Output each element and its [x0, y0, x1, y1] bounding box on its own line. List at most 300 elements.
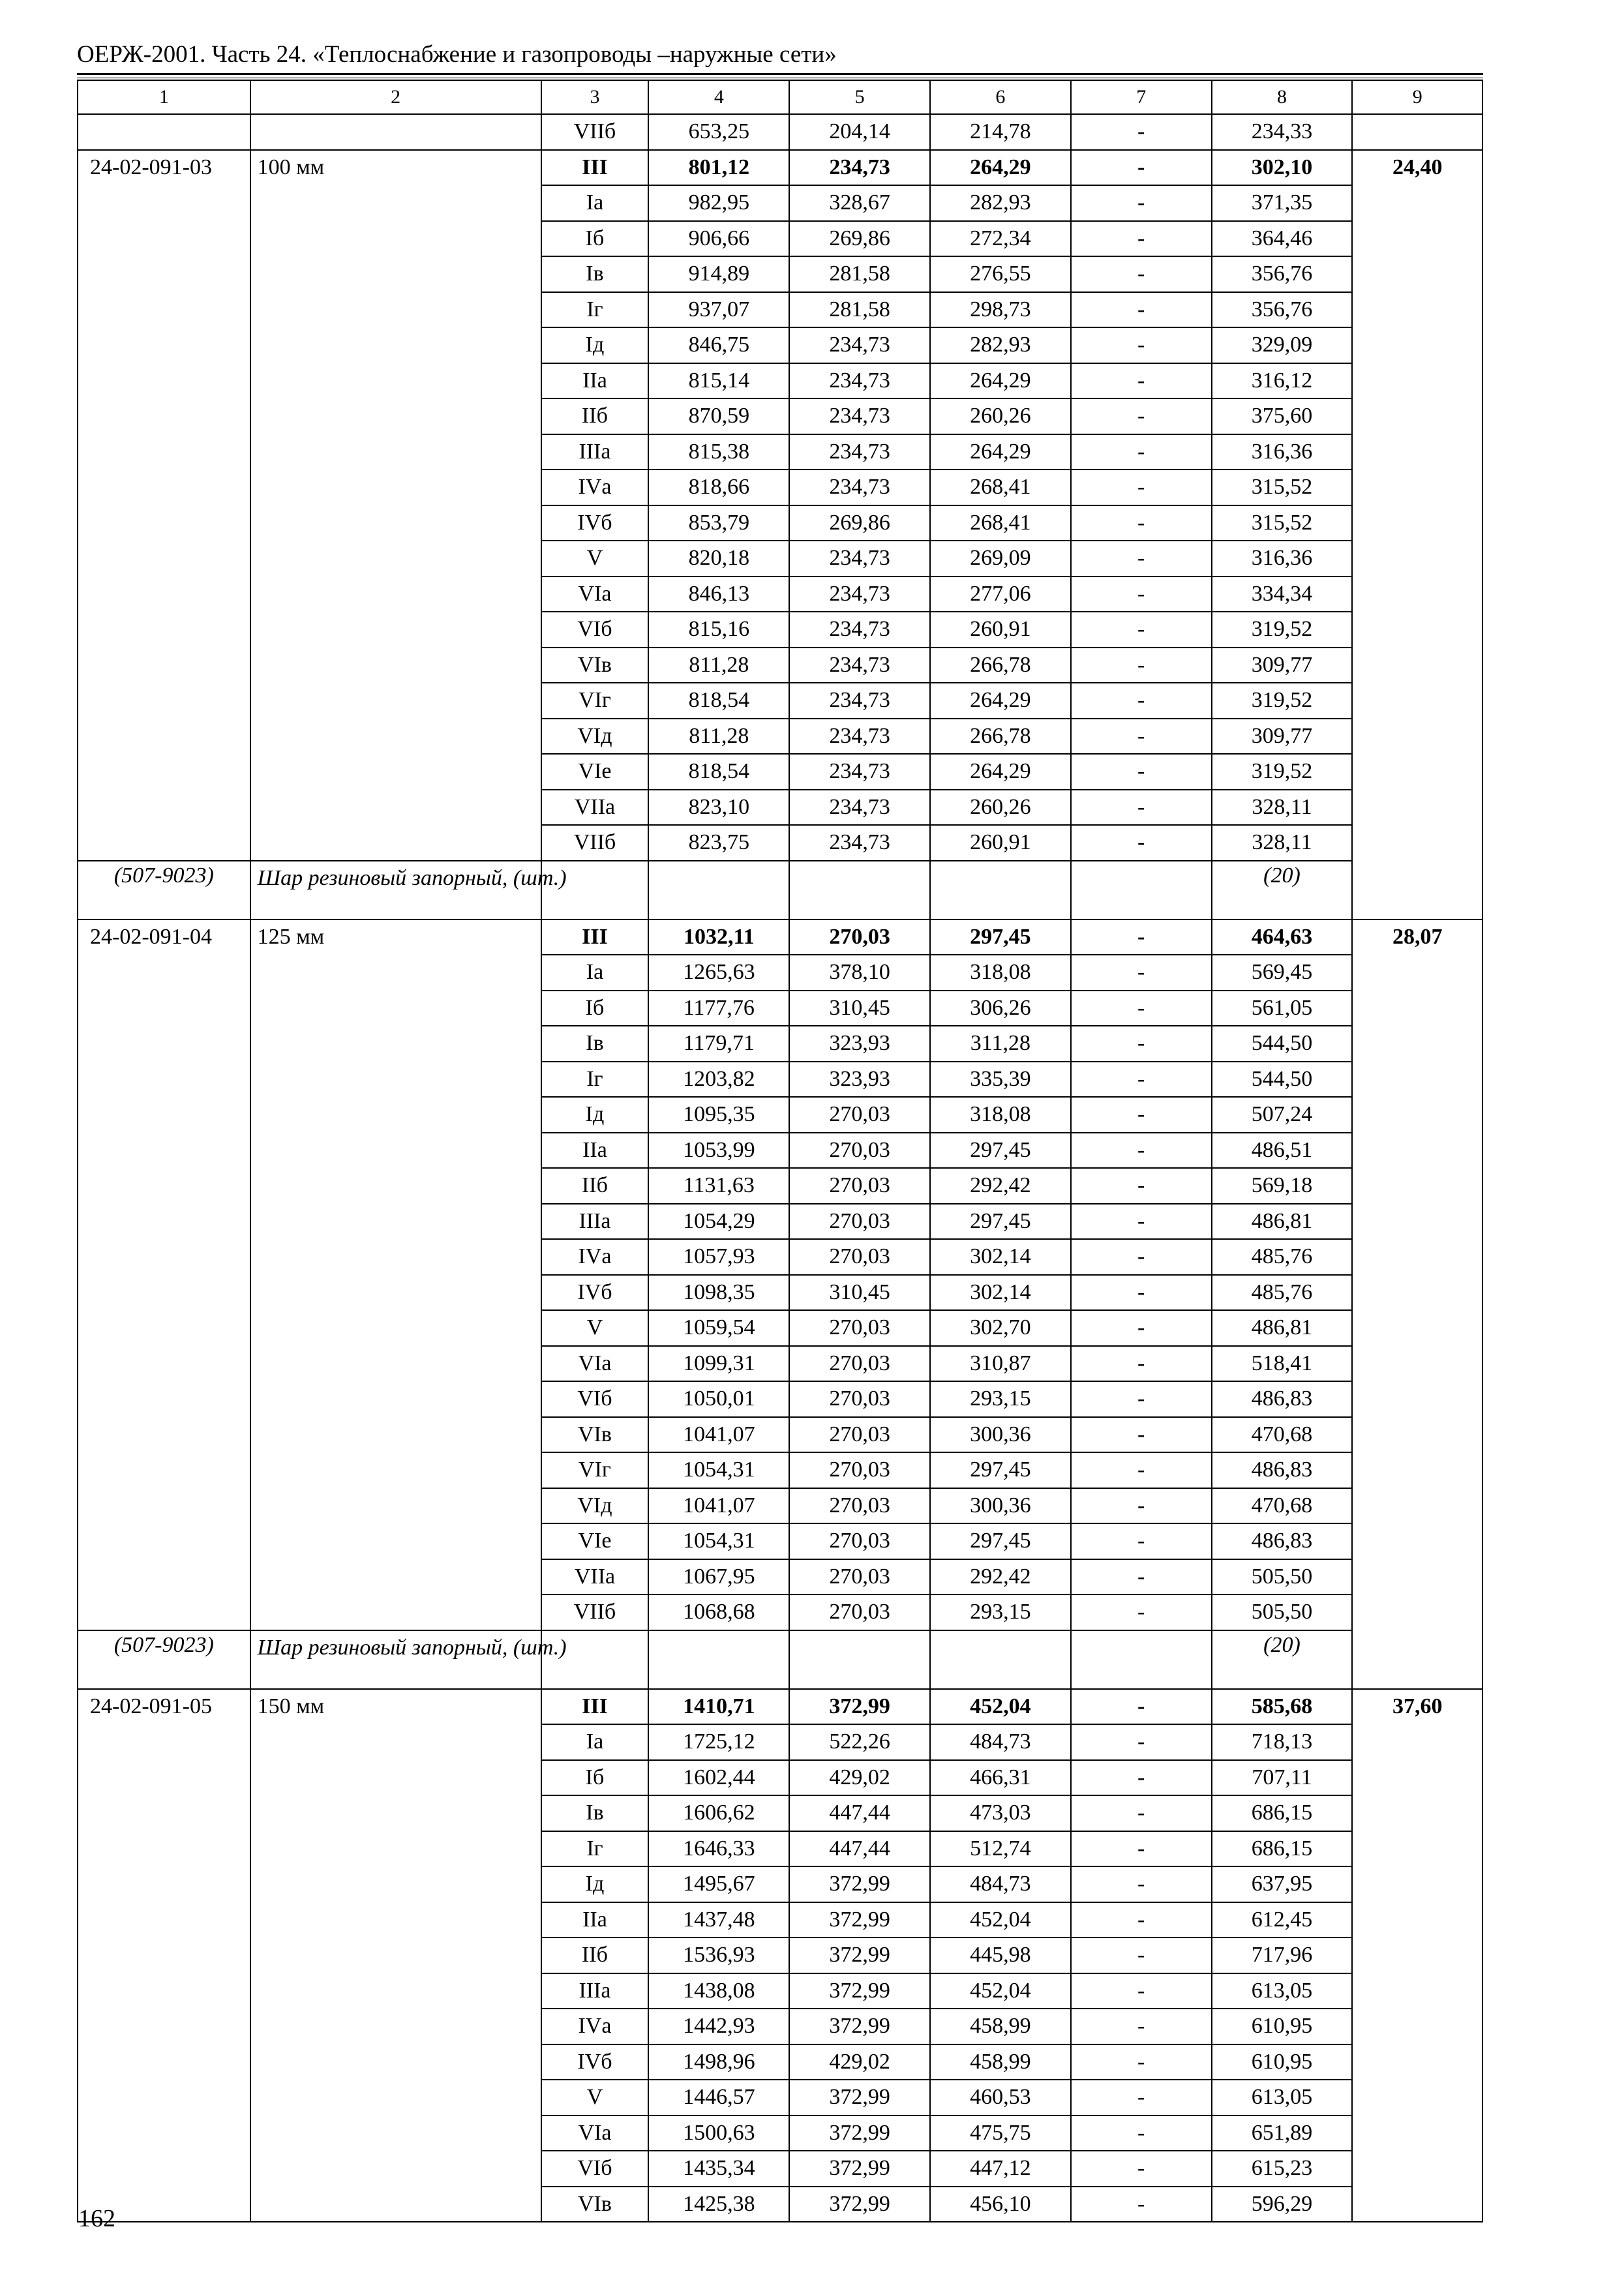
table-cell: 269,09 [930, 541, 1071, 576]
table-cell: 264,29 [930, 150, 1071, 186]
table-cell: Iб [541, 991, 649, 1026]
table-cell: 276,55 [930, 256, 1071, 292]
table-cell: 613,05 [1212, 2080, 1353, 2116]
labor-cost: 24,40 [1352, 150, 1482, 920]
table-cell: 1131,63 [648, 1168, 789, 1204]
table-cell: 1203,82 [648, 1062, 789, 1098]
table-cell: 1425,38 [648, 2187, 789, 2222]
table-cell: 372,99 [789, 1937, 930, 1973]
table-cell: 651,89 [1212, 2116, 1353, 2151]
labor-cost: 28,07 [1352, 920, 1482, 1689]
table-cell: 1602,44 [648, 1760, 789, 1796]
table-cell: 319,52 [1212, 612, 1353, 648]
table-cell: - [1071, 825, 1212, 861]
rates-table [77, 80, 1483, 2222]
table-cell: 372,99 [789, 1866, 930, 1902]
table-cell: 372,99 [789, 1973, 930, 2009]
table-cell: - [1071, 754, 1212, 790]
table-cell: 270,03 [789, 1559, 930, 1595]
table-cell: VIб [541, 612, 649, 648]
empty-cell [930, 861, 1071, 920]
table-cell: 937,07 [648, 292, 789, 328]
table-cell: 378,10 [789, 955, 930, 991]
table-cell: 484,73 [930, 1724, 1071, 1760]
table-cell: 204,14 [789, 114, 930, 150]
table-cell: 234,73 [789, 470, 930, 505]
table-cell: 1068,68 [648, 1594, 789, 1630]
material-code: (507-9023) [78, 861, 250, 920]
table-cell: 1095,35 [648, 1097, 789, 1133]
table-cell: 319,52 [1212, 754, 1353, 790]
table-cell: - [1071, 1026, 1212, 1062]
table-cell: 452,04 [930, 1689, 1071, 1725]
table-cell: - [1071, 150, 1212, 186]
table-cell: 512,74 [930, 1831, 1071, 1867]
table-cell: - [1071, 1204, 1212, 1240]
table-cell: 507,24 [1212, 1097, 1353, 1133]
table-cell: 615,23 [1212, 2151, 1353, 2187]
table-cell: 1437,48 [648, 1902, 789, 1938]
table-cell: - [1071, 1866, 1212, 1902]
table-cell: 270,03 [789, 1204, 930, 1240]
table-cell: - [1071, 1795, 1212, 1831]
empty-cell [930, 1630, 1071, 1689]
table-cell: III [541, 1689, 649, 1725]
table-cell: - [1071, 576, 1212, 612]
table-cell: 653,25 [648, 114, 789, 150]
table-cell: - [1071, 1417, 1212, 1453]
table-cell: 475,75 [930, 2116, 1071, 2151]
material-qty: (20) [1212, 861, 1353, 920]
table-cell: Iа [541, 955, 649, 991]
table-cell: 815,38 [648, 434, 789, 470]
table-cell: 356,76 [1212, 292, 1353, 328]
table-cell: 686,15 [1212, 1831, 1353, 1867]
table-cell: 234,73 [789, 150, 930, 186]
table-cell: - [1071, 612, 1212, 648]
table-cell: 318,08 [930, 1097, 1071, 1133]
table-cell: 270,03 [789, 1523, 930, 1559]
table-cell: 610,95 [1212, 2009, 1353, 2044]
table-cell: 214,78 [930, 114, 1071, 150]
table-cell: VIа [541, 576, 649, 612]
table-cell: 269,86 [789, 505, 930, 541]
table-cell: Iа [541, 1724, 649, 1760]
table-cell: 1067,95 [648, 1559, 789, 1595]
table-cell: 260,26 [930, 398, 1071, 434]
material-row [78, 861, 1482, 920]
table-cell: 561,05 [1212, 991, 1353, 1026]
table-cell: 329,09 [1212, 327, 1353, 363]
table-cell: IVа [541, 470, 649, 505]
table-cell: - [1071, 2009, 1212, 2044]
table-cell: - [1071, 1133, 1212, 1169]
table-cell: - [1071, 1062, 1212, 1098]
table-cell: - [1071, 363, 1212, 399]
table-cell: VIг [541, 683, 649, 719]
table-cell: - [1071, 541, 1212, 576]
table-cell: 429,02 [789, 2044, 930, 2080]
table-cell: IIа [541, 363, 649, 399]
table-cell: 281,58 [789, 292, 930, 328]
table-cell: IIа [541, 1133, 649, 1169]
table-cell: Iв [541, 1795, 649, 1831]
table-cell: 298,73 [930, 292, 1071, 328]
table-cell: 372,99 [789, 2009, 930, 2044]
table-cell: Iд [541, 1097, 649, 1133]
table-cell: 372,99 [789, 2187, 930, 2222]
table-cell: VIIа [541, 790, 649, 826]
table-cell: 505,50 [1212, 1594, 1353, 1630]
table-cell: IIб [541, 1937, 649, 1973]
table-cell: 522,26 [789, 1724, 930, 1760]
table-cell: 815,16 [648, 612, 789, 648]
table-cell: IVб [541, 505, 649, 541]
table-cell: 270,03 [789, 1452, 930, 1488]
table-cell: - [1071, 790, 1212, 826]
table-cell: 309,77 [1212, 648, 1353, 683]
table-cell: 270,03 [789, 1168, 930, 1204]
table-cell: VIб [541, 2151, 649, 2187]
table-cell: 234,73 [789, 327, 930, 363]
material-row [78, 1630, 1482, 1689]
table-cell: - [1071, 221, 1212, 257]
table-cell: VIе [541, 1523, 649, 1559]
table-cell: Iг [541, 1062, 649, 1098]
table-cell: 372,99 [789, 1689, 930, 1725]
table-cell: 270,03 [789, 1097, 930, 1133]
table-cell: 318,08 [930, 955, 1071, 991]
rate-code: 24-02-091-04 [78, 920, 250, 1630]
table-cell: IVа [541, 2009, 649, 2044]
table-cell: - [1071, 1902, 1212, 1938]
table-cell: 270,03 [789, 920, 930, 955]
table-cell: 1495,67 [648, 1866, 789, 1902]
rate-name: 125 мм [250, 920, 541, 1630]
table-cell: 302,14 [930, 1239, 1071, 1275]
table-cell: 460,53 [930, 2080, 1071, 2116]
table-cell: 372,99 [789, 2151, 930, 2187]
table-cell: 1032,11 [648, 920, 789, 955]
table-cell: 1041,07 [648, 1417, 789, 1453]
table-cell: - [1071, 1973, 1212, 2009]
table-cell: - [1071, 2080, 1212, 2116]
table-cell: 270,03 [789, 1594, 930, 1630]
table-cell: 282,93 [930, 185, 1071, 221]
table-cell: 1265,63 [648, 955, 789, 991]
table-cell: 612,45 [1212, 1902, 1353, 1938]
table-cell: 569,45 [1212, 955, 1353, 991]
column-header-row [78, 80, 1482, 114]
table-cell: - [1071, 1760, 1212, 1796]
table-cell: 297,45 [930, 1452, 1071, 1488]
table-cell: 292,42 [930, 1559, 1071, 1595]
table-cell: 458,99 [930, 2009, 1071, 2044]
material-code: (507-9023) [78, 1630, 250, 1689]
rate-code: 24-02-091-05 [78, 1689, 250, 2222]
table-cell: 1442,93 [648, 2009, 789, 2044]
table-cell: 1536,93 [648, 1937, 789, 1973]
empty-cell [648, 861, 789, 920]
table-cell: 906,66 [648, 221, 789, 257]
table-cell: 315,52 [1212, 470, 1353, 505]
table-cell: 311,28 [930, 1026, 1071, 1062]
table-row [78, 1689, 1482, 1725]
table-cell: 323,93 [789, 1026, 930, 1062]
table-cell: 297,45 [930, 920, 1071, 955]
table-cell: 447,44 [789, 1831, 930, 1867]
table-cell: IIа [541, 1902, 649, 1938]
table-cell: - [1071, 1097, 1212, 1133]
table-cell: 486,81 [1212, 1204, 1353, 1240]
page-number: 162 [78, 2205, 115, 2232]
table-cell: Iд [541, 327, 649, 363]
table-cell: - [1071, 2151, 1212, 2187]
table-cell: 375,60 [1212, 398, 1353, 434]
table-cell: - [1071, 434, 1212, 470]
table-row [78, 150, 1482, 186]
table-cell: 484,73 [930, 1866, 1071, 1902]
table-cell: 485,76 [1212, 1275, 1353, 1311]
table-cell: Iд [541, 1866, 649, 1902]
table-cell: 364,46 [1212, 221, 1353, 257]
table-cell: 820,18 [648, 541, 789, 576]
table-cell: - [1071, 398, 1212, 434]
table-cell: VIа [541, 1346, 649, 1382]
table-cell: III [541, 920, 649, 955]
empty-cell [1352, 114, 1482, 150]
table-cell: 300,36 [930, 1488, 1071, 1524]
table-cell: 686,15 [1212, 1795, 1353, 1831]
table-cell: 297,45 [930, 1133, 1071, 1169]
table-cell: 811,28 [648, 719, 789, 755]
table-cell: IVб [541, 1275, 649, 1311]
material-qty: (20) [1212, 1630, 1353, 1689]
table-cell: 297,45 [930, 1523, 1071, 1559]
table-cell: - [1071, 2187, 1212, 2222]
table-cell: 707,11 [1212, 1760, 1353, 1796]
table-cell: 473,03 [930, 1795, 1071, 1831]
table-cell: IIIа [541, 1204, 649, 1240]
table-cell: 1725,12 [648, 1724, 789, 1760]
table-cell: - [1071, 1239, 1212, 1275]
table-cell: 801,12 [648, 150, 789, 186]
table-cell: 282,93 [930, 327, 1071, 363]
table-cell: - [1071, 683, 1212, 719]
table-cell: 234,73 [789, 754, 930, 790]
table-cell: VIIб [541, 114, 649, 150]
table-cell: 717,96 [1212, 1937, 1353, 1973]
table-cell: 1410,71 [648, 1689, 789, 1725]
table-cell: - [1071, 1937, 1212, 1973]
table-cell: 270,03 [789, 1488, 930, 1524]
table-cell: 234,33 [1212, 114, 1353, 150]
table-cell: - [1071, 1724, 1212, 1760]
table-cell: 486,51 [1212, 1133, 1353, 1169]
table-cell: 260,91 [930, 612, 1071, 648]
table-cell: 234,73 [789, 790, 930, 826]
table-cell: - [1071, 991, 1212, 1026]
table-cell: 292,42 [930, 1168, 1071, 1204]
table-cell: 310,45 [789, 1275, 930, 1311]
table-row [78, 920, 1482, 955]
column-header: 5 [789, 80, 930, 114]
column-header: 7 [1071, 80, 1212, 114]
table-cell: - [1071, 1689, 1212, 1725]
table-cell: - [1071, 1831, 1212, 1867]
table-cell: 464,63 [1212, 920, 1353, 955]
table-cell: 316,12 [1212, 363, 1353, 399]
table-cell: 260,91 [930, 825, 1071, 861]
table-cell: 372,99 [789, 2116, 930, 2151]
table-cell: 234,73 [789, 612, 930, 648]
column-header: 6 [930, 80, 1071, 114]
table-cell: 485,76 [1212, 1239, 1353, 1275]
empty-cell [789, 861, 930, 920]
table-cell: - [1071, 648, 1212, 683]
table-cell: 486,83 [1212, 1452, 1353, 1488]
table-cell: - [1071, 1310, 1212, 1346]
table-cell: 328,11 [1212, 825, 1353, 861]
table-cell: 315,52 [1212, 505, 1353, 541]
table-cell: 846,75 [648, 327, 789, 363]
table-cell: 458,99 [930, 2044, 1071, 2080]
empty-cell [648, 1630, 789, 1689]
table-cell: 264,29 [930, 434, 1071, 470]
table-cell: 234,73 [789, 719, 930, 755]
table-cell: 323,93 [789, 1062, 930, 1098]
table-cell: V [541, 2080, 649, 2116]
table-cell: 811,28 [648, 648, 789, 683]
table-cell: - [1071, 1523, 1212, 1559]
table-cell: 270,03 [789, 1346, 930, 1382]
table-cell: 266,78 [930, 719, 1071, 755]
table-cell: IIб [541, 1168, 649, 1204]
table-row [78, 114, 1482, 150]
table-cell: - [1071, 1559, 1212, 1595]
table-cell: 264,29 [930, 363, 1071, 399]
table-cell: 846,13 [648, 576, 789, 612]
table-cell: VIе [541, 754, 649, 790]
table-cell: - [1071, 920, 1212, 955]
table-cell: 1177,76 [648, 991, 789, 1026]
table-cell: 270,03 [789, 1310, 930, 1346]
table-cell: Iв [541, 1026, 649, 1062]
table-cell: 268,41 [930, 505, 1071, 541]
table-cell: 310,87 [930, 1346, 1071, 1382]
table-cell: 266,78 [930, 648, 1071, 683]
table-cell: Iб [541, 221, 649, 257]
table-cell: 334,34 [1212, 576, 1353, 612]
page-header: ОЕРЖ-2001. Часть 24. «Теплоснабжение и газопроводы –наружные сети» [77, 41, 837, 68]
table-cell: 445,98 [930, 1937, 1071, 1973]
table-cell: 234,73 [789, 576, 930, 612]
table-cell: 1053,99 [648, 1133, 789, 1169]
table-cell: - [1071, 505, 1212, 541]
table-cell: - [1071, 719, 1212, 755]
table-cell: IVа [541, 1239, 649, 1275]
table-cell: 486,81 [1212, 1310, 1353, 1346]
empty-cell [78, 114, 250, 150]
table-cell: 234,73 [789, 363, 930, 399]
table-cell: 335,39 [930, 1062, 1071, 1098]
table-cell: 302,70 [930, 1310, 1071, 1346]
table-cell: - [1071, 185, 1212, 221]
table-cell: 310,45 [789, 991, 930, 1026]
table-cell: 1099,31 [648, 1346, 789, 1382]
table-cell: IVб [541, 2044, 649, 2080]
table-cell: 613,05 [1212, 1973, 1353, 2009]
table-cell: 823,10 [648, 790, 789, 826]
table-cell: 569,18 [1212, 1168, 1353, 1204]
table-cell: - [1071, 2116, 1212, 2151]
table-cell: 610,95 [1212, 2044, 1353, 2080]
table-cell: VIд [541, 719, 649, 755]
column-header: 1 [78, 80, 250, 114]
table-cell: 596,29 [1212, 2187, 1353, 2222]
table-cell: 328,11 [1212, 790, 1353, 826]
table-cell: - [1071, 327, 1212, 363]
table-cell: 269,86 [789, 221, 930, 257]
table-cell: - [1071, 1168, 1212, 1204]
table-cell: 505,50 [1212, 1559, 1353, 1595]
table-cell: 270,03 [789, 1133, 930, 1169]
table-cell: 982,95 [648, 185, 789, 221]
empty-cell [789, 1630, 930, 1689]
table-cell: VIб [541, 1381, 649, 1417]
table-cell: 309,77 [1212, 719, 1353, 755]
table-cell: - [1071, 2044, 1212, 2080]
table-cell: 1179,71 [648, 1026, 789, 1062]
table-cell: 1606,62 [648, 1795, 789, 1831]
table-cell: 452,04 [930, 1973, 1071, 2009]
empty-cell [1071, 1630, 1212, 1689]
table-cell: 1498,96 [648, 2044, 789, 2080]
table-cell: 270,03 [789, 1381, 930, 1417]
empty-cell [250, 114, 541, 150]
table-cell: 818,54 [648, 754, 789, 790]
table-cell: 328,67 [789, 185, 930, 221]
table-cell: 1446,57 [648, 2080, 789, 2116]
table-cell: 456,10 [930, 2187, 1071, 2222]
column-header: 4 [648, 80, 789, 114]
table-cell: VIв [541, 1417, 649, 1453]
table-cell: - [1071, 256, 1212, 292]
material-name: Шар резиновый запорный, (шт.) [250, 1630, 541, 1689]
table-cell: 1500,63 [648, 2116, 789, 2151]
table-cell: 272,34 [930, 221, 1071, 257]
table-cell: VIв [541, 2187, 649, 2222]
table-cell: 297,45 [930, 1204, 1071, 1240]
table-cell: 544,50 [1212, 1026, 1353, 1062]
table-cell: 234,73 [789, 648, 930, 683]
table-cell: 260,26 [930, 790, 1071, 826]
table-cell: 234,73 [789, 825, 930, 861]
table-cell: IIб [541, 398, 649, 434]
table-cell: 815,14 [648, 363, 789, 399]
table-cell: - [1071, 955, 1212, 991]
table-cell: Iа [541, 185, 649, 221]
table-cell: 466,31 [930, 1760, 1071, 1796]
column-header: 3 [541, 80, 649, 114]
labor-cost: 37,60 [1352, 1689, 1482, 2222]
table-cell: 1098,35 [648, 1275, 789, 1311]
rate-name: 100 мм [250, 150, 541, 861]
table-cell: 234,73 [789, 398, 930, 434]
table-cell: 270,03 [789, 1417, 930, 1453]
table-body [78, 80, 1482, 2222]
table-cell: 319,52 [1212, 683, 1353, 719]
